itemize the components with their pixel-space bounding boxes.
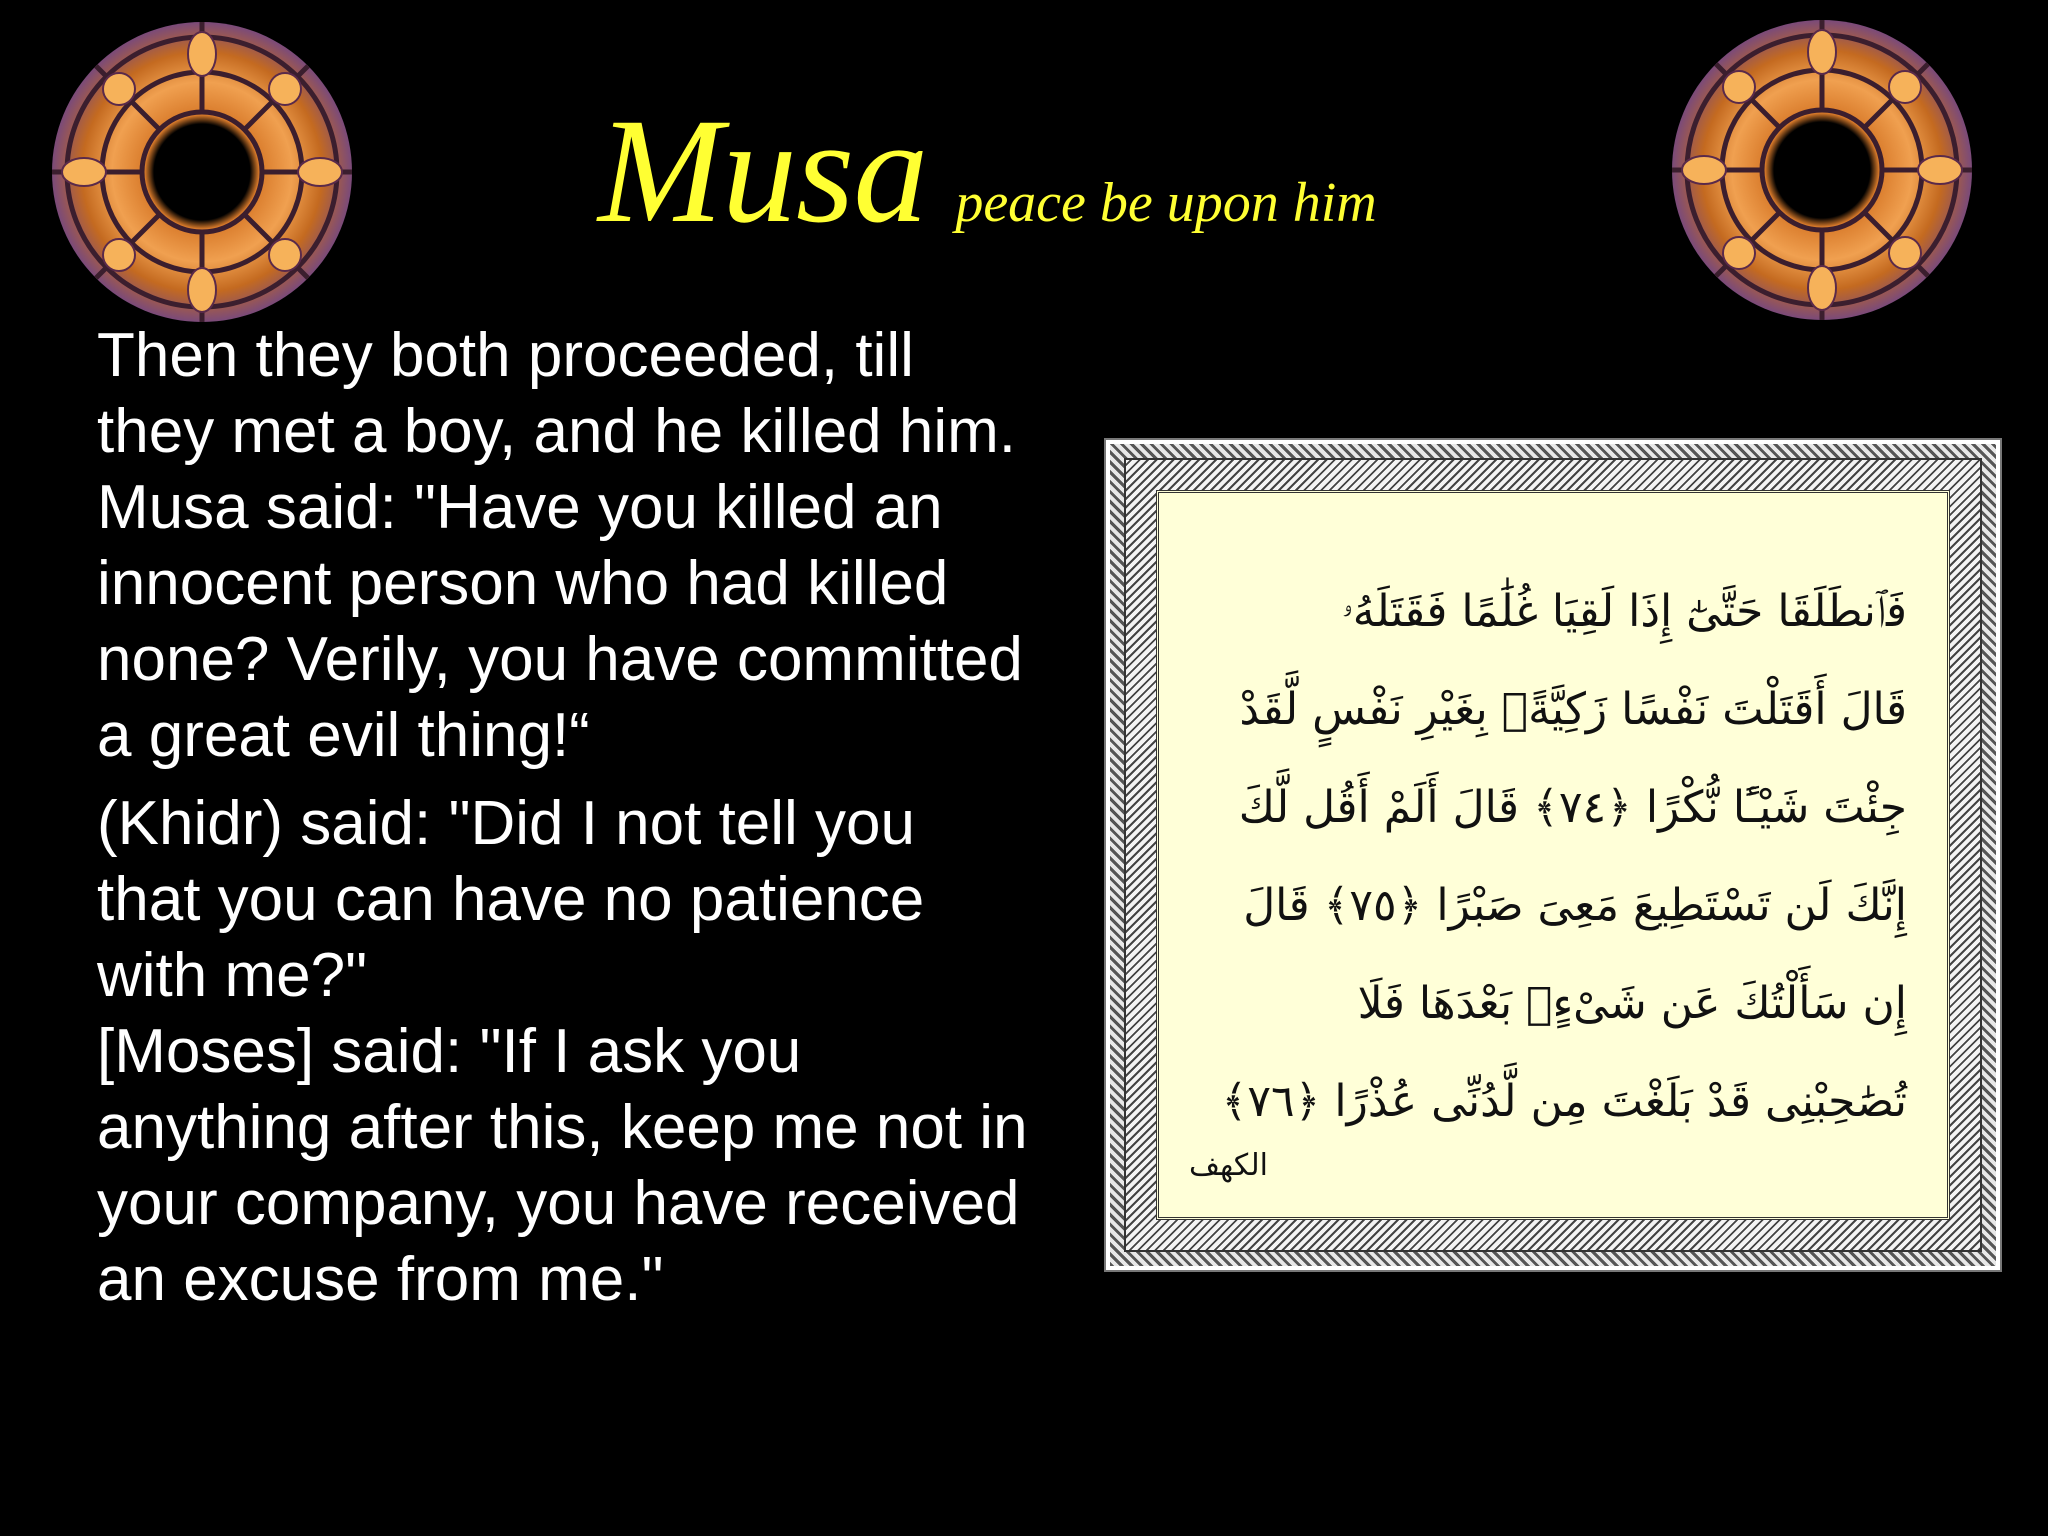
quran-line: إِنَّكَ لَن تَسْتَطِيعَ مَعِىَ صَبْرًا ﴿٧٥﴾ قَالَ	[1243, 880, 1907, 931]
quran-line: فَٱنطَلَقَا حَتَّىٰٓ إِذَا لَقِيَا غُلَٰمًا فَقَتَلَهُۥ	[1341, 586, 1907, 637]
quran-line: إِن سَأَلْتُكَ عَن شَىْءٍۭ بَعْدَهَا فَلَا	[1357, 978, 1907, 1029]
quran-line: تُصَٰحِبْنِى قَدْ بَلَغْتَ مِن لَّدُنِّى عُذْرًا ﴿٧٦﴾	[1221, 1076, 1907, 1127]
title-main: Musa	[598, 88, 928, 254]
paragraph-1: Then they both proceeded, till they met a boy, and he killed him. Musa said: "Have you killed an innocent person who had killed none? Verily, you have committed a great evil thing!“	[97, 321, 1023, 770]
paragraph-2: (Khidr) said: "Did I not tell you that you can have no patience with me?" [Moses] said: "If I ask you anything after this, keep me not in your company, you have received an excuse from me."	[97, 789, 1028, 1314]
surah-name: الكهف	[1189, 1148, 1268, 1183]
calligraphy-roundel-icon	[44, 14, 360, 330]
quran-page-body	[1156, 490, 1950, 1220]
calligraphy-roundel-icon	[1664, 12, 1980, 328]
quran-verses	[1199, 563, 1907, 1151]
page-title	[598, 88, 1377, 254]
quran-page-image	[1106, 440, 2000, 1270]
quran-line: قَالَ أَقَتَلْتَ نَفْسًا زَكِيَّةًۢ بِغَيْرِ نَفْسٍ لَّقَدْ	[1239, 684, 1907, 735]
quran-line: جِئْتَ شَيْـًٔا نُّكْرًا ﴿٧٤﴾ قَالَ أَلَمْ أَقُل لَّكَ	[1238, 782, 1907, 833]
body-text	[97, 318, 1117, 1318]
title-subtitle: peace be upon him	[955, 172, 1377, 234]
